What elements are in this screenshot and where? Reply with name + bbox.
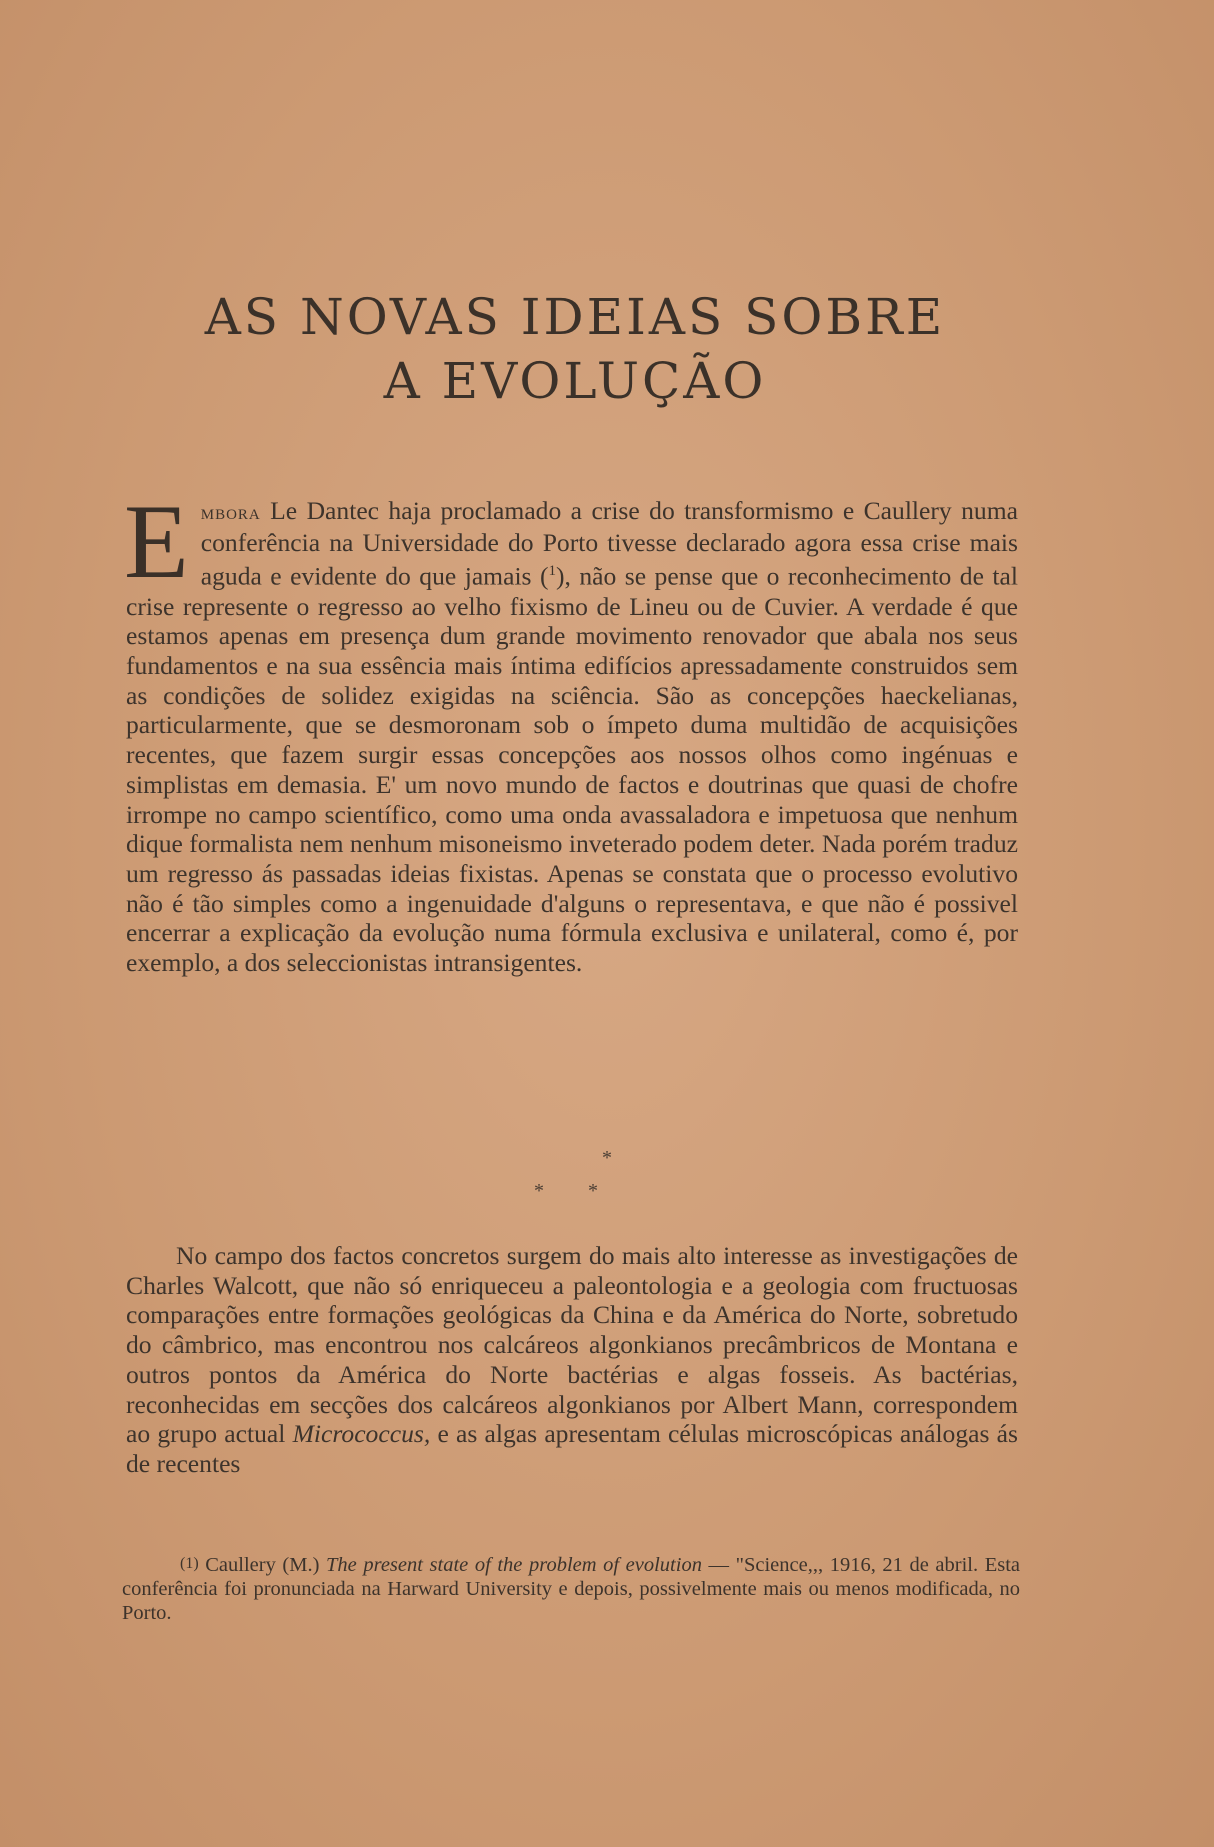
- footnote-rest: — "Science,,, 1916, 21 de abril. Esta conferência foi pronunciada na Harward University e depois, possivelmente mais ou menos modificada, no Porto.: [122, 1554, 1020, 1624]
- chapter-title-line-2: A EVOLUÇÃO: [383, 352, 767, 410]
- chapter-title-line-1: AS NOVAS IDEIAS SOBRE: [204, 288, 946, 346]
- footnote-author: Caullery (M.): [198, 1554, 327, 1576]
- smallcaps-lead: mbora: [200, 500, 261, 524]
- footnote-reference: 1: [548, 563, 556, 580]
- asterisk-left: *: [534, 1180, 544, 1202]
- drop-cap: E: [124, 483, 189, 600]
- paragraph-2-italic: Micrococcus,: [292, 1419, 431, 1449]
- asterisk-top: *: [602, 1147, 612, 1169]
- footnote: [122, 1552, 1020, 1625]
- asterisk-right: *: [588, 1180, 598, 1202]
- paragraph-1-text-a: Le Dantec haja proclamado a crise do transformismo e Caullery numa conferência na Universidade do Porto tivesse declarado agora essa crise mais aguda e evidente do que jamais (: [200, 496, 1018, 591]
- paragraph-2-text-a: No campo dos factos concretos surgem do mais alto interesse as investigações de Charles Walcott, que não só enriqueceu a paleontologia e a geologia com fructuosas comparações entre formações geológicas da China e da América do Norte, sobretudo do câmbrico, mas encontrou nos calcáreos algonkianos precâmbricos de Montana e outros pontos da América do Norte bactérias e algas fosseis. As bactérias, reconhecidas em secções dos calcáreos algonkianos por Albert Mann, correspondem ao grupo actual: [126, 1241, 1018, 1449]
- paragraph-1: [124, 483, 1018, 978]
- footnote-work-title: The present state of the problem of evolution: [326, 1554, 702, 1576]
- footnote-marker: (1): [180, 1555, 199, 1572]
- paragraph-1-text-b: ), não se pense que o reconhecimento de tal crise represente o regresso ao velho fixismo de Lineu ou de Cuvier. A verdade é que estamos apenas em presença dum grande movimento renovador que abala nos seus fundamentos e na sua essência mais íntima edifícios apressadamente construidos sem as condições de solidez exigidas na sciência. São as concepções haeckelianas, particularmente, que se desmoronam sob o ímpeto duma multidão de acquisições recentes, que fazem surgir essas concepções aos nossos olhos como ingénuas e simplistas em demasia. E' um novo mundo de factos e doutrinas que quasi de chofre irrompe no campo scientífico, como uma onda avassaladora e impetuosa que nenhum dique formalista nem nenhum misoneismo inveterado podem deter. Nada porém traduz um regresso ás passadas ideias fixistas. Apenas se constata que o processo evolutivo não é tão simples como a ingenuidade d'alguns o representava, e que não é possivel encerrar a explicação da evolução numa fórmula exclusiva e unilateral, como é, por exemplo, a dos seleccionistas intransigentes.: [126, 561, 1018, 978]
- section-separator-top: [0, 1147, 1214, 1170]
- paragraph-2: [126, 1241, 1018, 1479]
- paragraph-2-text-b: e as algas apresentam células microscópicas análogas ás de recentes: [126, 1419, 1018, 1478]
